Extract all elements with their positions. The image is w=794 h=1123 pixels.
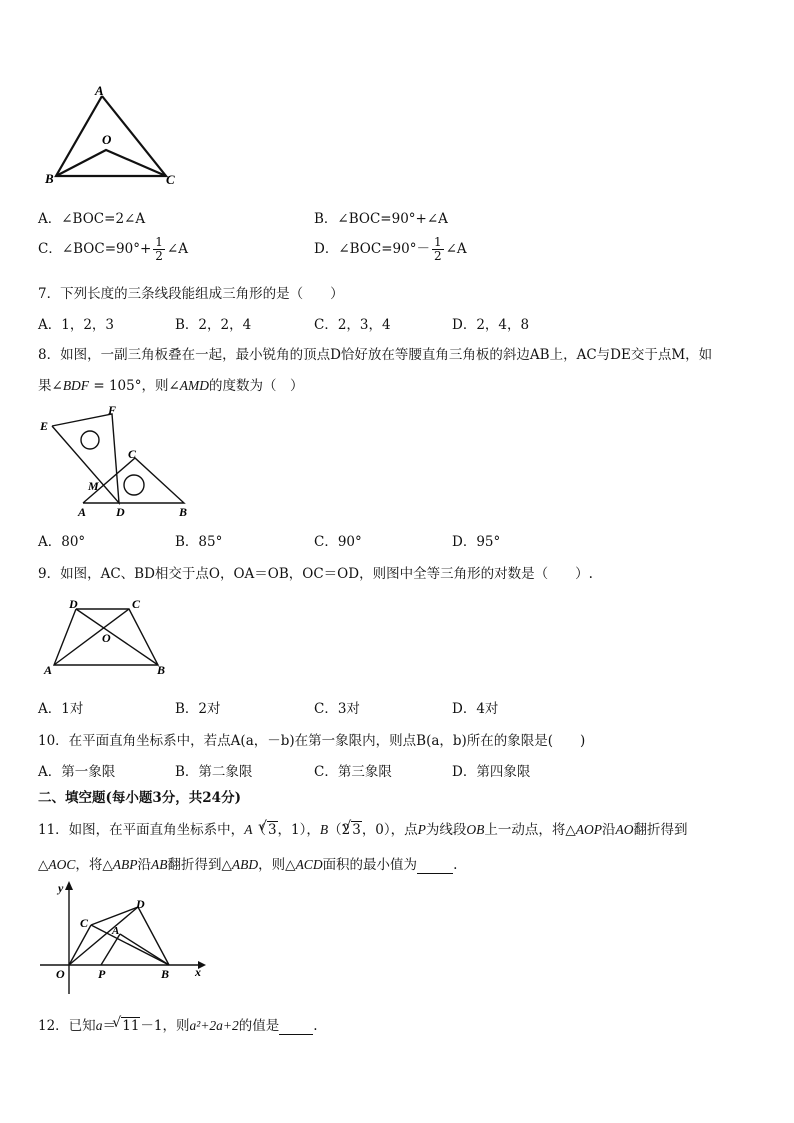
label-b: B <box>157 663 166 677</box>
q10-stem: 10．在平面直角坐标系中，若点A(a，－b)在第一象限内，则点B(a，b)所在的象限是( ) <box>38 733 586 749</box>
label-c: C <box>80 916 89 930</box>
q8-option-b: B．85° <box>175 534 223 550</box>
text-fragment: B <box>319 822 329 837</box>
section-heading: 二、填空题(每小题3分，共24分) <box>38 790 241 806</box>
label-d: D <box>69 597 78 611</box>
text-fragment: ACD <box>295 857 323 872</box>
q6-option-d-text: D．∠BOC=90°－ <box>314 241 430 257</box>
q10-option-a: A．第一象限 <box>38 764 116 780</box>
label-y: y <box>58 881 64 895</box>
label-d: D <box>136 897 145 911</box>
text-fragment: ABP <box>112 857 138 872</box>
label-b: B <box>45 171 54 186</box>
text-fragment: P <box>417 822 426 837</box>
text-fragment: 的度数为（ ） <box>209 378 304 394</box>
text-fragment: 2 <box>155 249 163 263</box>
text-fragment: 为线段 <box>425 822 467 838</box>
q6-option-d <box>314 236 467 263</box>
text-fragment: ABD <box>231 857 259 872</box>
label-p: P <box>98 967 106 981</box>
q11-stem-line2 <box>38 853 457 874</box>
q9-option-b: B．2对 <box>175 701 221 717</box>
text-fragment: 2 <box>433 249 442 263</box>
label-a: A <box>95 84 104 98</box>
q7-option-b: B．2，2，4 <box>175 317 252 333</box>
text-fragment: 上一动点，将△ <box>484 822 576 838</box>
label-o: O <box>102 631 111 645</box>
text-fragment: ，则△ <box>258 857 296 873</box>
label-o: O <box>56 967 65 981</box>
q8-stem-line2 <box>38 374 304 394</box>
q8-option-a: A．80° <box>38 534 86 550</box>
q10-option-d: D．第四象限 <box>452 764 531 780</box>
sqrt-symbol: √ 3 <box>267 821 278 838</box>
text-fragment: AB <box>151 857 168 872</box>
q8-option-d: D．95° <box>452 534 501 550</box>
q10-option-c: C．第三象限 <box>314 764 392 780</box>
q6-option-b: B．∠BOC=90°+∠A <box>314 211 448 227</box>
label-o: O <box>102 132 112 147</box>
text-fragment: （2 <box>328 822 351 838</box>
q9-option-d: D．4对 <box>452 701 499 717</box>
trapezoid-figure <box>36 596 176 678</box>
text-fragment: BDF <box>62 378 90 393</box>
text-fragment: . <box>313 1018 318 1034</box>
label-a: A <box>112 925 120 937</box>
fraction-half <box>153 236 165 263</box>
answer-blank <box>279 1018 313 1035</box>
q9-option-c: C．3对 <box>314 701 360 717</box>
text-fragment: ∠A <box>166 241 188 257</box>
text-fragment: . <box>453 857 458 873</box>
q8-option-c: C．90° <box>314 534 362 550</box>
q6-option-a: A．∠BOC=2∠A <box>38 211 146 227</box>
label-m: M <box>88 479 99 493</box>
text-fragment: 的值是 <box>238 1018 280 1034</box>
text-fragment: （ <box>252 822 266 838</box>
text-fragment: A <box>244 822 253 837</box>
q11-stem-line1 <box>38 818 688 838</box>
q6-option-c-text: C．∠BOC=90°+ <box>38 241 152 257</box>
q8-stem-line1: 8．如图，一副三角板叠在一起，最小锐角的顶点D恰好放在等腰直角三角板的斜边AB上，AC与DE交于点M，如 <box>38 347 713 363</box>
set-square-figure <box>36 402 196 522</box>
sqrt-symbol: √ 3 <box>351 821 362 838</box>
label-a: A <box>78 505 87 519</box>
q7-option-a: A．1，2，3 <box>38 317 115 333</box>
q7-stem: 7．下列长度的三条线段能组成三角形的是（ ） <box>38 286 344 302</box>
sqrt-symbol: √ 11 <box>121 1017 140 1034</box>
text-fragment: AOC <box>48 857 76 872</box>
q12-stem <box>38 1014 318 1035</box>
q7-option-d: D．2，4，8 <box>452 317 530 333</box>
text-fragment: 12．已知 <box>38 1018 96 1034</box>
text-fragment: ＝ <box>102 1018 116 1034</box>
text-fragment: AO <box>615 822 634 837</box>
label-a: A <box>44 663 53 677</box>
text-fragment: a <box>95 1018 103 1033</box>
text-fragment: ，将△ <box>75 857 113 873</box>
coordinate-figure <box>36 878 216 998</box>
label-c: C <box>128 447 137 461</box>
text-fragment: 面积的最小值为 <box>322 857 418 873</box>
q9-stem: 9．如图，AC、BD相交于点O，OA＝OB，OC＝OD，则图中全等三角形的对数是（ ）. <box>38 566 593 582</box>
label-c: C <box>166 172 175 187</box>
text-fragment: 翻折得到 <box>633 822 688 838</box>
text-fragment: ∠A <box>445 241 467 257</box>
q6-option-c <box>38 236 188 263</box>
text-fragment: －1，则 <box>140 1018 190 1034</box>
q10-option-b: B．第二象限 <box>175 764 253 780</box>
label-b: B <box>179 505 188 519</box>
label-d: D <box>116 505 125 519</box>
fraction-half <box>432 236 444 263</box>
text-fragment: 1 <box>433 235 442 249</box>
q7-option-c: C．2，3，4 <box>314 317 391 333</box>
text-fragment: ，1）， <box>277 822 320 838</box>
text-fragment: a²+2a+2 <box>189 1018 239 1033</box>
text-fragment: △ <box>38 857 49 873</box>
text-fragment: AMD <box>179 378 210 393</box>
triangle-abc-figure <box>36 84 186 190</box>
label-c: C <box>132 597 141 611</box>
text-fragment: 翻折得到△ <box>167 857 232 873</box>
text-fragment: AOP <box>575 822 603 837</box>
label-f: F <box>108 403 117 417</box>
text-fragment: 果∠ <box>38 378 63 394</box>
text-fragment: = 105°，则∠ <box>89 378 180 394</box>
text-fragment: OB <box>466 822 485 837</box>
label-x: x <box>195 965 201 979</box>
answer-blank <box>417 857 453 874</box>
text-fragment: 1 <box>155 235 163 249</box>
label-e: E <box>40 419 49 433</box>
text-fragment: ，0），点 <box>361 822 418 838</box>
text-fragment: 沿 <box>602 822 616 838</box>
label-b: B <box>161 967 170 981</box>
q9-option-a: A．1对 <box>38 701 84 717</box>
text-fragment: 沿 <box>137 857 152 873</box>
text-fragment: 11．如图，在平面直角坐标系中， <box>38 822 245 838</box>
